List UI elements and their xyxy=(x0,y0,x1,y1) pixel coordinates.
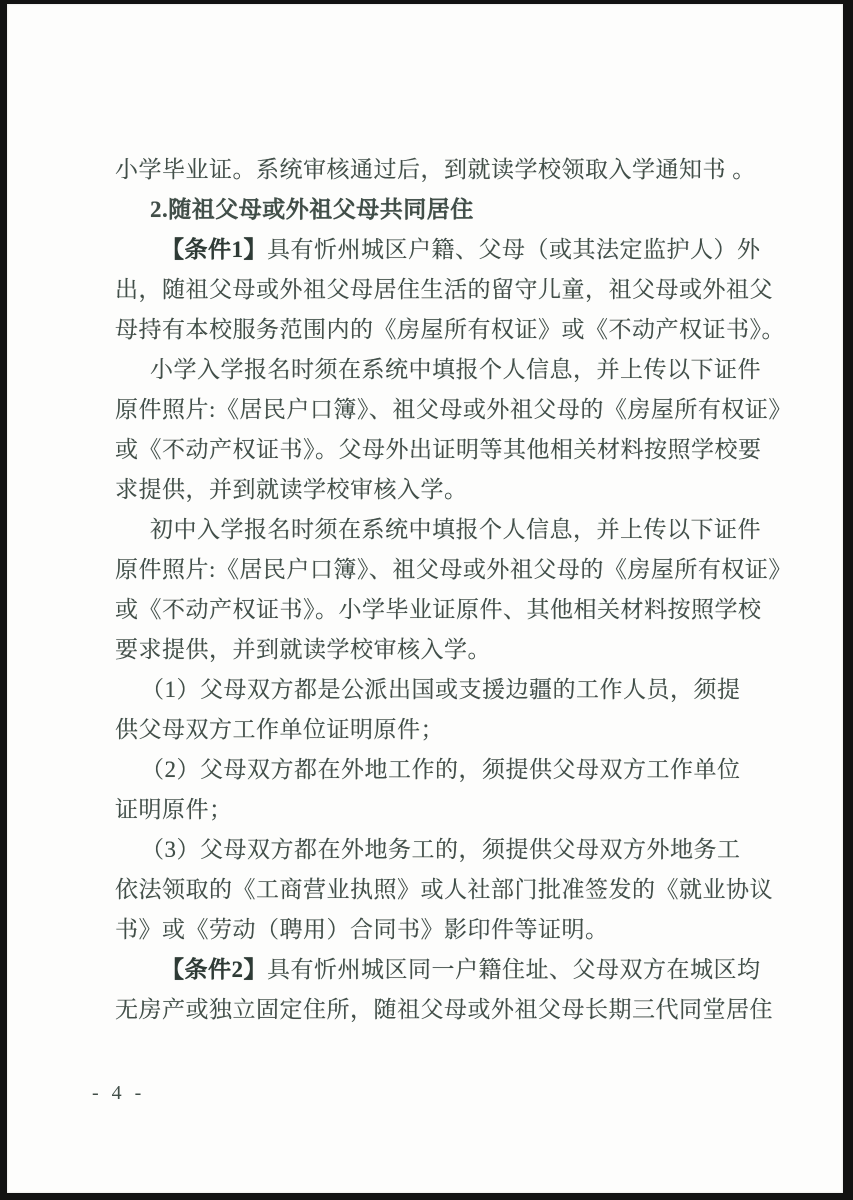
text-segment: 具有忻州城区户籍、父母（或其法定监护人）外 xyxy=(267,237,761,262)
text-line: 供父母双方工作单位证明原件； xyxy=(115,717,444,742)
text-line: 或《不动产权证书》。小学毕业证原件、其他相关材料按照学校 xyxy=(115,597,762,622)
condition-2-label: 【条件2】 xyxy=(161,957,267,982)
text-line: 出，随祖父母或外祖父母居住生活的留守儿童，祖父母或外祖父 xyxy=(115,277,773,302)
text-line: 证明原件； xyxy=(115,797,233,822)
document-body xyxy=(115,150,792,1030)
list-item-2-line: （2）父母双方都在外地工作的，须提供父母双方工作单位 xyxy=(141,757,741,782)
text-line: 无房产或独立固定住所，随祖父母或外祖父母长期三代同堂居住 xyxy=(115,997,773,1022)
text-line: 母持有本校服务范围内的《房屋所有权证》或《不动产权证书》。 xyxy=(115,317,785,342)
document-page xyxy=(7,4,843,1193)
list-item-1-line: （1）父母双方都是公派出国或支援边疆的工作人员，须提 xyxy=(141,677,741,702)
text-line: 小学入学报名时须在系统中填报个人信息，并上传以下证件 xyxy=(150,357,761,382)
text-line: 或《不动产权证书》。父母外出证明等其他相关材料按照学校要 xyxy=(115,437,762,462)
text-line: 初中入学报名时须在系统中填报个人信息，并上传以下证件 xyxy=(150,517,761,542)
text-segment: 具有忻州城区同一户籍住址、父母双方在城区均 xyxy=(267,957,761,982)
text-line xyxy=(115,230,780,270)
text-line: 依法领取的《工商营业执照》或人社部门批准签发的《就业协议 xyxy=(115,877,773,902)
text-line: 原件照片:《居民户口簿》、祖父母或外祖父母的《房屋所有权证》 xyxy=(115,397,792,422)
page-number: - 4 - xyxy=(92,1082,146,1104)
text-line: 原件照片:《居民户口簿》、祖父母或外祖父母的《房屋所有权证》 xyxy=(115,557,792,582)
text-line: 要求提供，并到就读学校审核入学。 xyxy=(115,637,491,662)
text-line: 小学毕业证。系统审核通过后，到就读学校领取入学通知书 。 xyxy=(115,157,756,182)
text-line: 求提供，并到就读学校审核入学。 xyxy=(115,477,468,502)
text-line xyxy=(115,950,780,990)
text-line: 书》或《劳动（聘用）合同书》影印件等证明。 xyxy=(115,917,609,942)
condition-1-label: 【条件1】 xyxy=(161,237,267,262)
section-heading: 2.随祖父母或外祖父母共同居住 xyxy=(150,197,474,222)
list-item-3-line: （3）父母双方都在外地务工的，须提供父母双方外地务工 xyxy=(141,837,741,862)
